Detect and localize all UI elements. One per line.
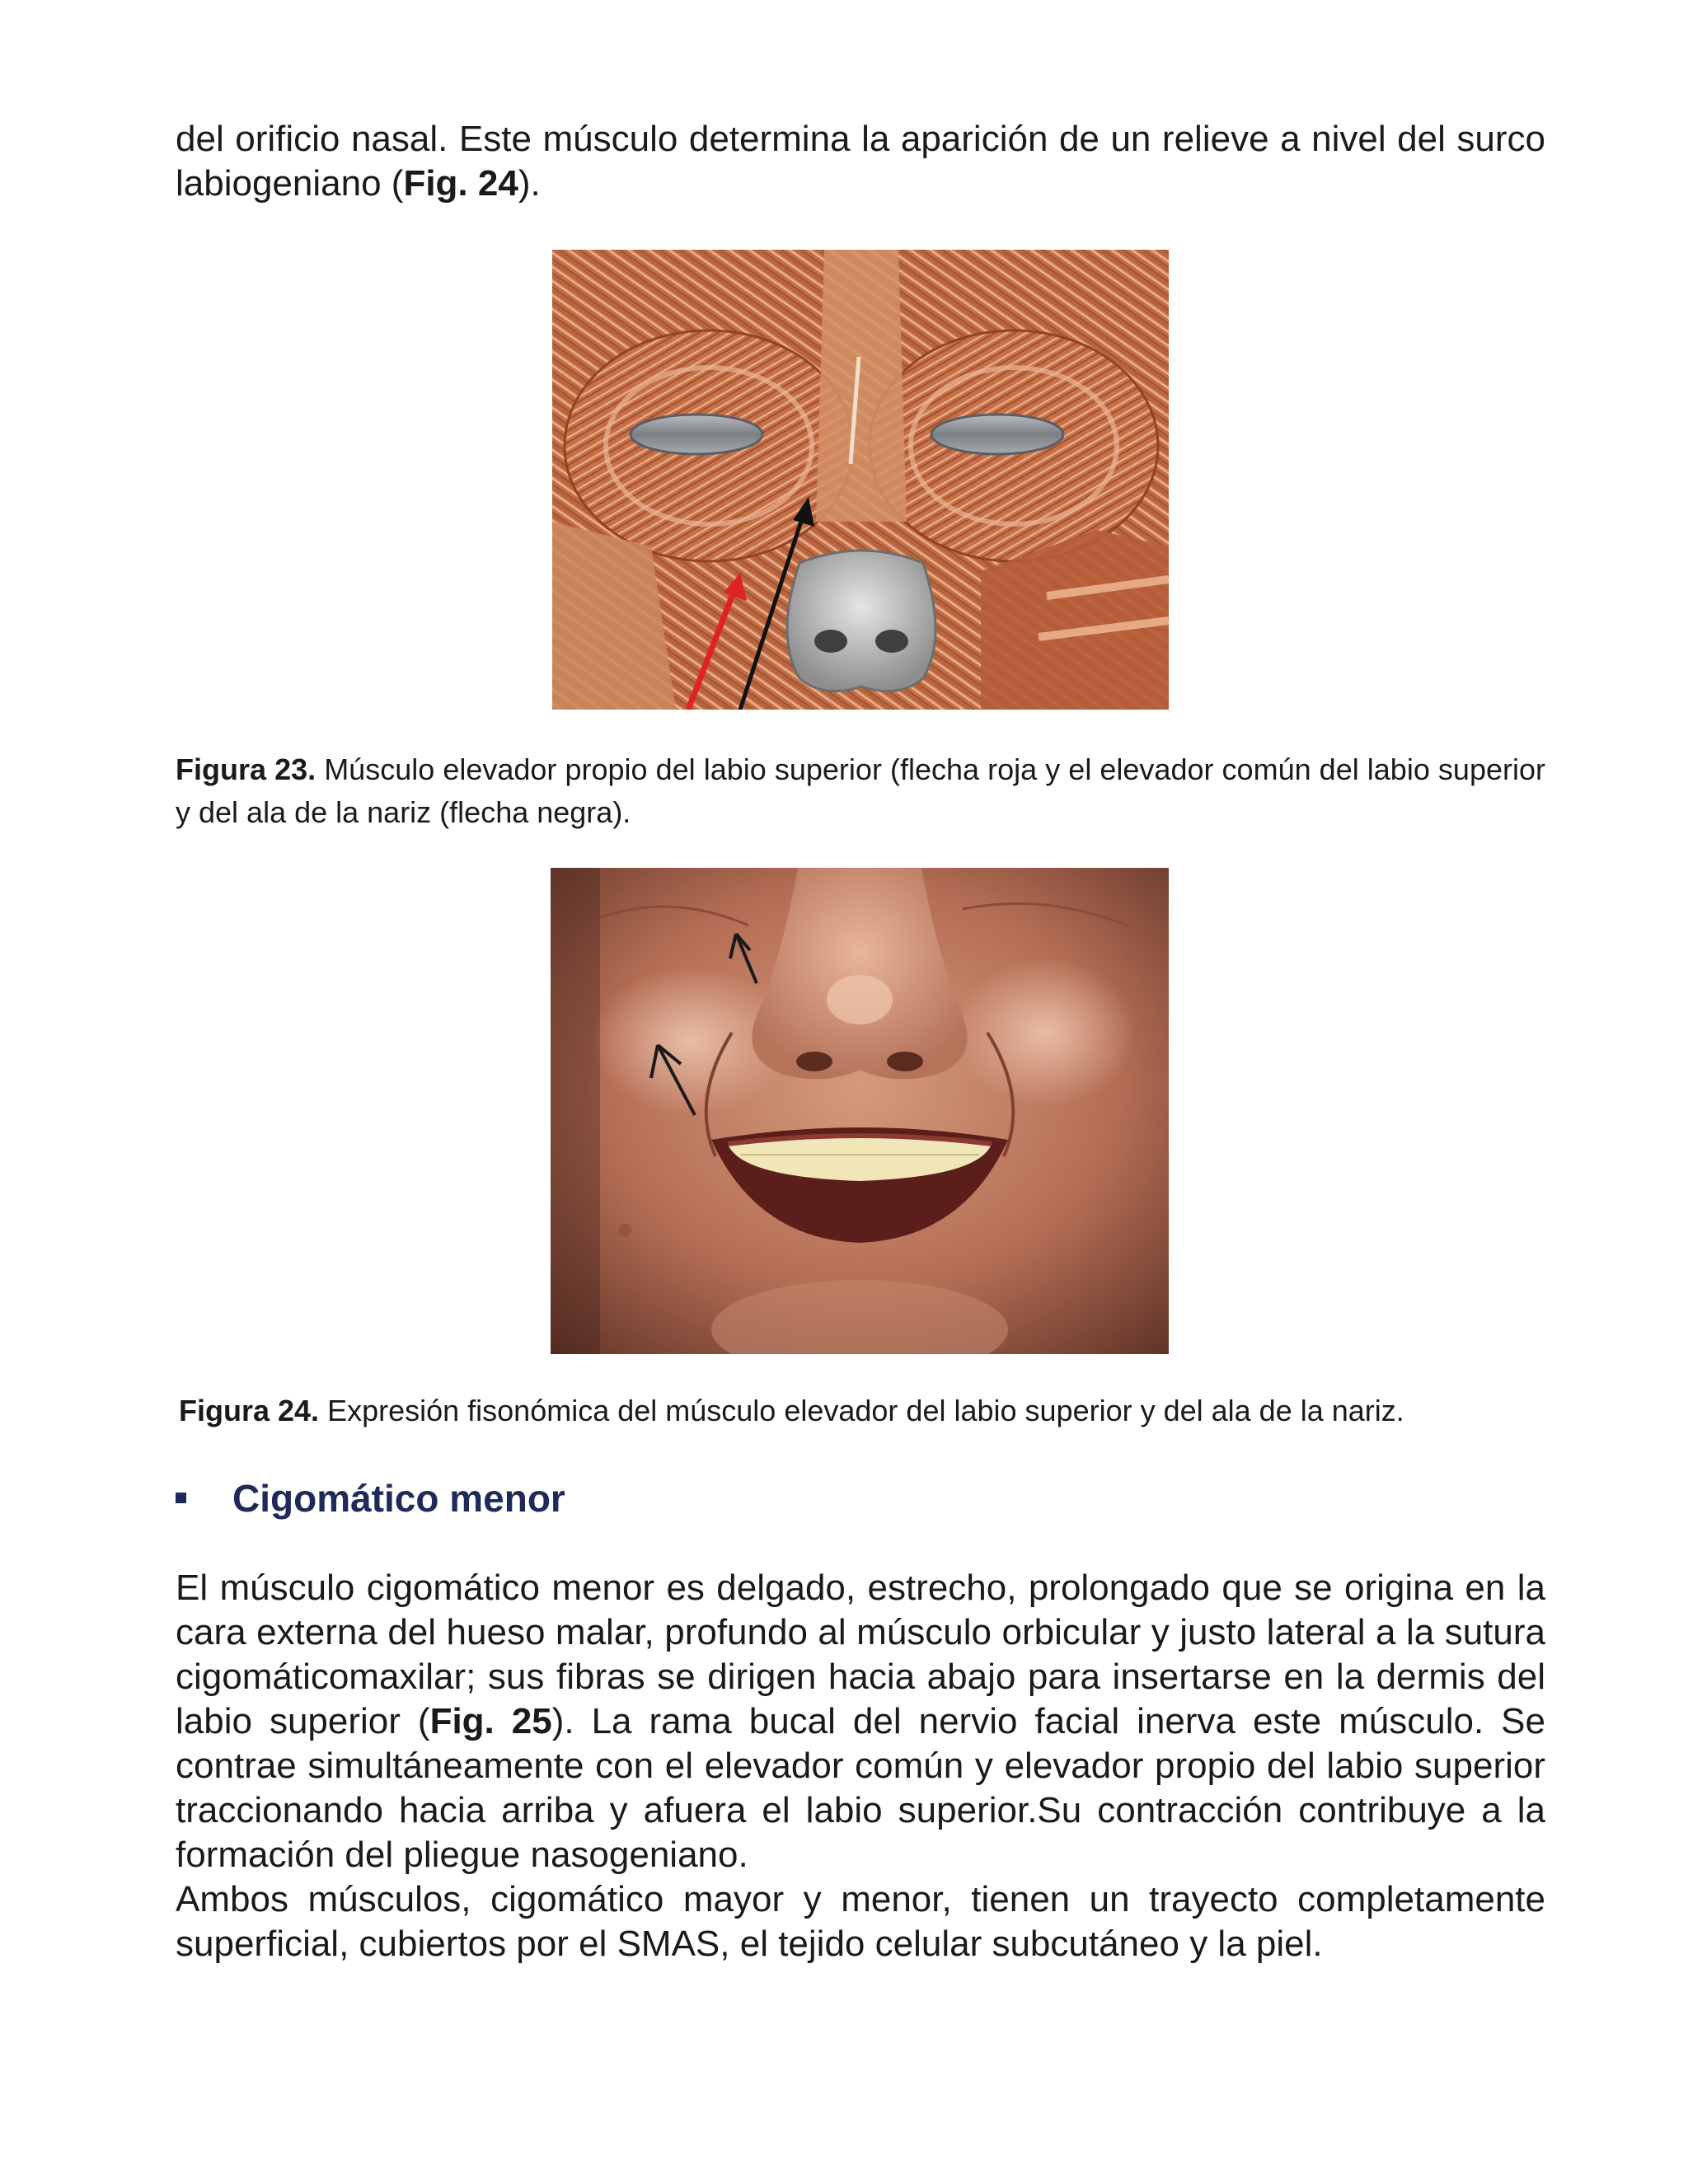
body-text-1-end: ). La rama bucal del nervio facial inerva este músculo. Se contrae simultáneamente con el elevador común y elevador propio del labio superior traccionando hacia arriba y afuera el labio superior.Su contracción contribuye a la formación del pliegue nasogeniano. bbox=[176, 1701, 1545, 1875]
body-paragraph-1 bbox=[176, 1566, 1545, 1877]
body-text-1: El músculo cigomático menor es delgado, estrecho, prolongado que se origina en la cara externa del hueso malar, profundo al músculo orbicular y justo lateral a la sutura cigomáticomaxilar; sus fibras se dirigen hacia abajo para insertarse en la dermis del labio superior ( bbox=[176, 1568, 1545, 1741]
figure-reference: Fig. 24 bbox=[403, 163, 518, 204]
figure-23-illustration bbox=[552, 250, 1169, 710]
nose-shape bbox=[787, 551, 935, 691]
left-eye-shape bbox=[631, 415, 762, 454]
intro-text-end: ). bbox=[518, 163, 541, 204]
figure-25-reference: Fig. 25 bbox=[429, 1701, 552, 1741]
figure-24-caption bbox=[179, 1390, 1549, 1432]
figure-23-caption bbox=[176, 748, 1545, 834]
body-text-2: Ambos músculos, cigomático mayor y menor, tienen un trayecto completamente superficial, cubiertos por el SMAS, el tejido celular subcutáneo y la piel. bbox=[176, 1879, 1545, 1964]
bullet-square-icon bbox=[176, 1493, 186, 1503]
right-eye-shape bbox=[931, 415, 1063, 454]
section-heading bbox=[176, 1474, 565, 1523]
figure-23-label: Figura 23. bbox=[176, 752, 316, 786]
facial-muscle-illustration bbox=[552, 250, 1169, 710]
body-paragraph-2 bbox=[176, 1877, 1545, 1966]
figure-24-caption-text: Expresión fisonómica del músculo elevador del labio superior y del ala de la nariz. bbox=[319, 1394, 1404, 1427]
intro-text: del orificio nasal. Este músculo determina la aparición de un relieve a nivel del surco labiogeniano ( bbox=[176, 119, 1545, 204]
figure-24-label: Figura 24. bbox=[179, 1394, 320, 1427]
intro-paragraph bbox=[176, 117, 1545, 206]
figure-24-photo bbox=[551, 868, 1169, 1354]
section-title: Cigomático menor bbox=[232, 1477, 565, 1520]
figure-23-caption-text: Músculo elevador propio del labio superior (flecha roja y el elevador común del labio superior y del ala de la nariz (flecha negra). bbox=[176, 752, 1545, 829]
smiling-face-photo bbox=[551, 868, 1169, 1354]
